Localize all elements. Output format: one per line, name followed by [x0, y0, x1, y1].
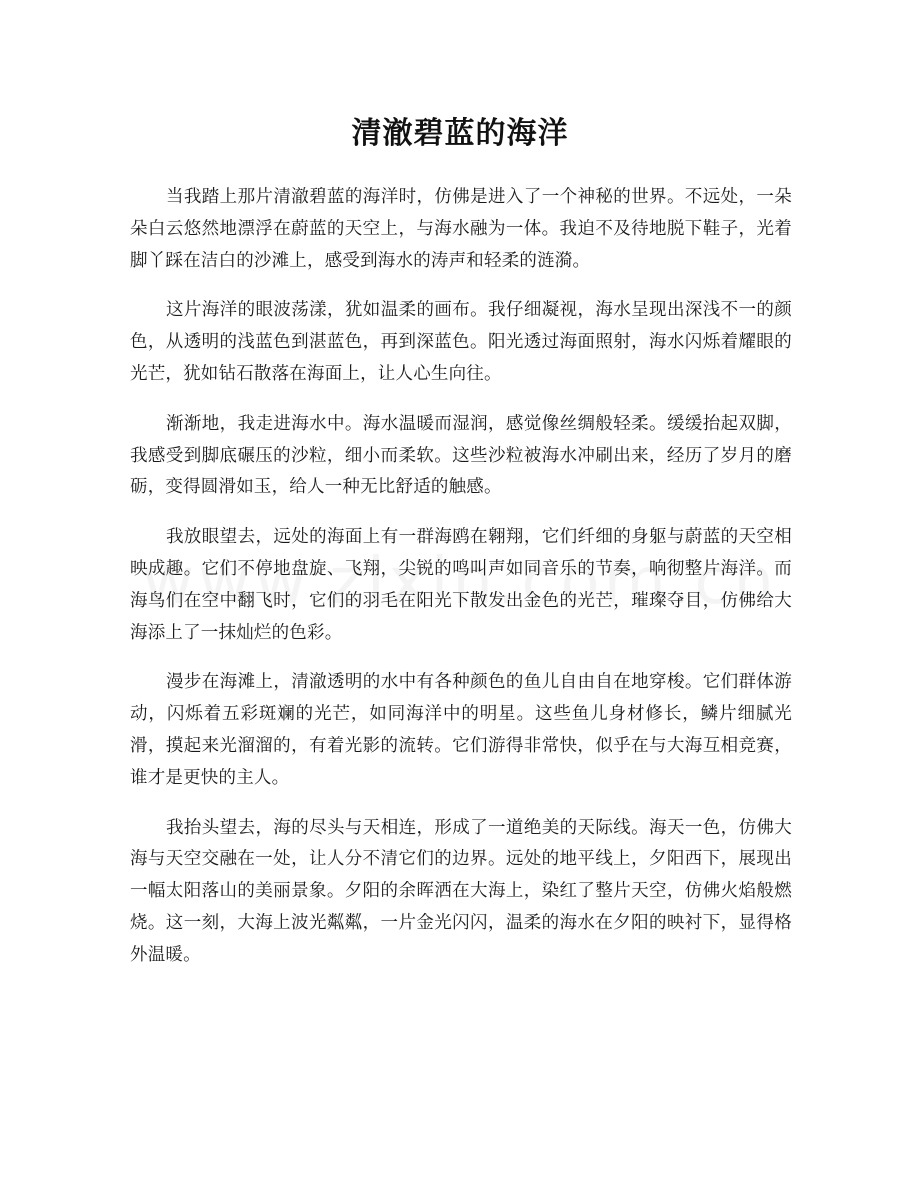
paragraph: 渐渐地，我走进海水中。海水温暖而湿润，感觉像丝绸般轻柔。缓缓抬起双脚，我感受到脚底碾压的沙粒，细小而柔软。这些沙粒被海水冲刷出来，经历了岁月的磨砺，变得圆滑如玉，给人一种无比舒适的触感。 [130, 413, 792, 498]
paragraph: 当我踏上那片清澈碧蓝的海洋时，仿佛是进入了一个神秘的世界。不远处，一朵朵白云悠然地漂浮在蔚蓝的天空上，与海水融为一体。我迫不及待地脱下鞋子，光着脚丫踩在洁白的沙滩上，感受到海水的涛声和轻柔的涟漪。 [130, 187, 792, 271]
paragraph: 我抬头望去，海的尽头与天相连，形成了一道绝美的天际线。海天一色，仿佛大海与天空交融在一处，让人分不清它们的边界。远处的地平线上，夕阳西下，展现出一幅太阳落山的美丽景象。夕阳的余晖洒在大海上，染红了整片天空，仿佛火焰般燃烧。这一刻，大海上波光粼粼，一片金光闪闪，温柔的海水在夕阳的映衬下，显得格外温暖。 [130, 817, 792, 965]
paragraph: 漫步在海滩上，清澈透明的水中有各种颜色的鱼儿自由自在地穿梭。它们群体游动，闪烁着五彩斑斓的光芒，如同海洋中的明星。这些鱼儿身材修长，鳞片细腻光滑，摸起来光溜溜的，有着光影的流转。它们游得非常快，似乎在与大海互相竞赛，谁才是更快的主人。 [130, 672, 792, 788]
paragraph: 我放眼望去，远处的海面上有一群海鸥在翱翔，它们纤细的身躯与蔚蓝的天空相映成趣。它们不停地盘旋、飞翔，尖锐的鸣叫声如同音乐的节奏，响彻整片海洋。而海鸟们在空中翻飞时，它们的羽毛在阳光下散发出金色的光芒，璀璨夺目，仿佛给大海添上了一抹灿烂的色彩。 [130, 527, 792, 643]
document-body [130, 182, 792, 990]
paragraph: 这片海洋的眼波荡漾，犹如温柔的画布。我仔细凝视，海水呈现出深浅不一的颜色，从透明的浅蓝色到湛蓝色，再到深蓝色。阳光透过海面照射，海水闪烁着耀眼的光芒，犹如钻石散落在海面上，让人心生向往。 [130, 300, 792, 384]
document-title: 清澈碧蓝的海洋 [351, 116, 569, 151]
